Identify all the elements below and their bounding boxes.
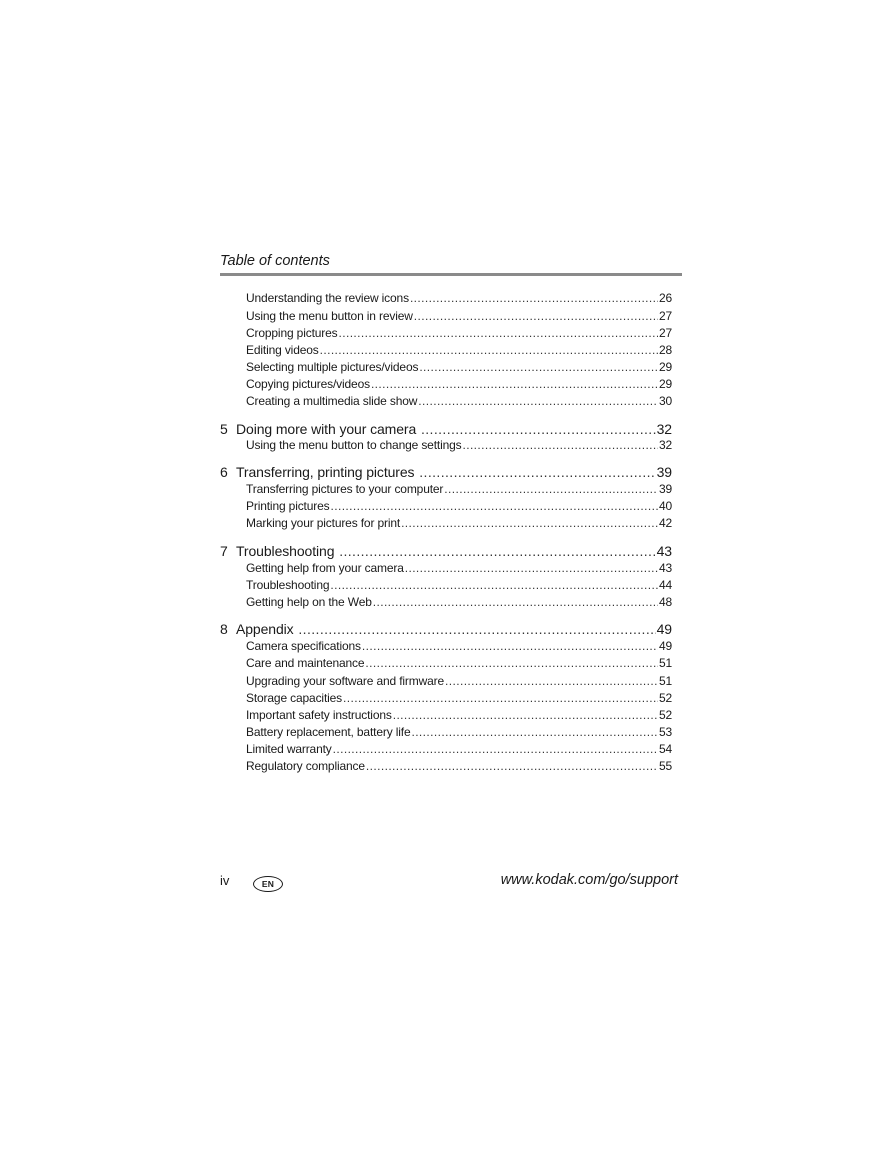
toc-entry-row[interactable] (246, 578, 672, 595)
toc-entry-title: Using the menu button to change settings (246, 438, 462, 452)
toc-entry-row[interactable] (246, 482, 672, 499)
toc-page-number: 54 (658, 742, 672, 756)
toc-entry-title: Using the menu button in review (246, 309, 413, 323)
toc-page-number: 51 (658, 656, 672, 670)
toc-dot-leader (298, 621, 655, 637)
toc-page-number: 27 (658, 326, 672, 340)
toc-chapter-number: 8 (220, 621, 228, 637)
toc-dot-leader (410, 291, 658, 305)
toc-dot-leader (362, 639, 658, 653)
toc-page-number: 43 (658, 561, 672, 575)
toc-dot-leader (414, 309, 658, 323)
toc-entry-title: Understanding the review icons (246, 291, 409, 305)
toc-chapter-title (220, 464, 419, 480)
toc-dot-leader (343, 691, 658, 705)
toc-entry-title: Marking your pictures for print (246, 516, 401, 530)
toc-entry-title: Getting help from your camera (246, 561, 404, 575)
toc-chapter-row[interactable] (220, 621, 672, 641)
toc-dot-leader (320, 343, 658, 357)
toc-page-number: 32 (658, 438, 672, 452)
toc-page-number: 28 (658, 343, 672, 357)
toc-dot-leader (393, 708, 658, 722)
toc-entry-title: Troubleshooting (246, 578, 330, 592)
toc-dot-leader (373, 595, 658, 609)
toc-chapter-number: 5 (220, 421, 228, 437)
toc-entry-row[interactable] (246, 438, 672, 455)
toc-entry-title: Cropping pictures (246, 326, 338, 340)
toc-entry-row[interactable] (246, 343, 672, 360)
toc-dot-leader (365, 656, 658, 670)
toc-page-number: 55 (658, 759, 672, 773)
language-badge-icon: EN (253, 876, 283, 892)
toc-dot-leader (330, 578, 658, 592)
toc-entry-row[interactable] (246, 639, 672, 656)
toc-entry-row[interactable] (246, 499, 672, 516)
toc-page-number: 39 (656, 464, 672, 480)
toc-page-number: 26 (658, 291, 672, 305)
toc-dot-leader (444, 482, 658, 496)
toc-chapter-title (220, 421, 421, 437)
toc-dot-leader (419, 360, 658, 374)
toc-page-number: 27 (658, 309, 672, 323)
toc-page-number: 32 (656, 421, 672, 437)
toc-entry-title: Camera specifications (246, 639, 361, 653)
toc-entry-title: Important safety instructions (246, 708, 392, 722)
toc-page-number: 49 (658, 639, 672, 653)
toc-chapter-number: 7 (220, 543, 228, 559)
toc-entry-row[interactable] (246, 561, 672, 578)
toc-entry-title: Editing videos (246, 343, 319, 357)
toc-chapter-row[interactable] (220, 543, 672, 563)
toc-entry-row[interactable] (246, 309, 672, 326)
toc-entry-row[interactable] (246, 516, 672, 533)
toc-entry-row[interactable] (246, 656, 672, 673)
toc-entry-row[interactable] (246, 291, 672, 308)
toc-page-number: 40 (658, 499, 672, 513)
toc-chapter-number: 6 (220, 464, 228, 480)
toc-dot-leader (405, 561, 658, 575)
toc-dot-leader (462, 438, 657, 452)
toc-dot-leader (419, 464, 655, 480)
toc-page-number: 30 (658, 394, 672, 408)
toc-dot-leader (339, 543, 655, 559)
toc-chapter-title (220, 621, 298, 637)
toc-entry-row[interactable] (246, 691, 672, 708)
toc-page-number: 29 (658, 377, 672, 391)
toc-entry-title: Printing pictures (246, 499, 330, 513)
toc-entry-title: Transferring pictures to your computer (246, 482, 444, 496)
toc-dot-leader (366, 759, 658, 773)
toc-dot-leader (418, 394, 658, 408)
toc-chapter-row[interactable] (220, 464, 672, 484)
toc-page-number: 49 (656, 621, 672, 637)
footer-support-url[interactable]: www.kodak.com/go/support (500, 872, 678, 888)
toc-entry-row[interactable] (246, 595, 672, 612)
toc-entry-title: Battery replacement, battery life (246, 725, 411, 739)
toc-page-number: 53 (658, 725, 672, 739)
toc-entry-row[interactable] (246, 326, 672, 343)
toc-page-number: 52 (658, 708, 672, 722)
toc-dot-leader (371, 377, 658, 391)
toc-entry-title: Upgrading your software and firmware (246, 674, 445, 688)
toc-entry-row[interactable] (246, 674, 672, 691)
toc-entry-title: Getting help on the Web (246, 595, 372, 609)
toc-dot-leader (445, 674, 658, 688)
toc-page-number: 44 (658, 578, 672, 592)
toc-chapter-title (220, 543, 339, 559)
toc-dot-leader (339, 326, 658, 340)
toc-entry-row[interactable] (246, 742, 672, 759)
toc-chapter-label: Doing more with your camera (236, 421, 417, 437)
toc-page-number: 43 (656, 543, 672, 559)
toc-entry-title: Copying pictures/videos (246, 377, 370, 391)
toc-page-number: 42 (658, 516, 672, 530)
page-header-title: Table of contents (220, 253, 330, 269)
toc-page-number: 29 (658, 360, 672, 374)
toc-page-number: 51 (658, 674, 672, 688)
toc-entry-row[interactable] (246, 394, 672, 411)
toc-entry-title: Limited warranty (246, 742, 332, 756)
toc-dot-leader (401, 516, 658, 530)
toc-entry-title: Creating a multimedia slide show (246, 394, 418, 408)
toc-page-number: 48 (658, 595, 672, 609)
toc-dot-leader (411, 725, 657, 739)
toc-entry-row[interactable] (246, 725, 672, 742)
toc-dot-leader (421, 421, 656, 437)
toc-entry-row[interactable] (246, 360, 672, 377)
toc-entry-title: Selecting multiple pictures/videos (246, 360, 419, 374)
toc-page-number: 52 (658, 691, 672, 705)
toc-chapter-label: Appendix (236, 621, 294, 637)
toc-entry-row[interactable] (246, 708, 672, 725)
toc-entry-title: Care and maintenance (246, 656, 365, 670)
footer-page-number: iv (220, 873, 230, 888)
toc-entry-title: Regulatory compliance (246, 759, 365, 773)
toc-entry-title: Storage capacities (246, 691, 343, 705)
toc-entry-row[interactable] (246, 377, 672, 394)
toc-entry-row[interactable] (246, 759, 672, 776)
toc-dot-leader (333, 742, 658, 756)
toc-page-number: 39 (658, 482, 672, 496)
toc-chapter-label: Troubleshooting (236, 543, 335, 559)
toc-dot-leader (331, 499, 658, 513)
toc-chapter-label: Transferring, printing pictures (236, 464, 415, 480)
